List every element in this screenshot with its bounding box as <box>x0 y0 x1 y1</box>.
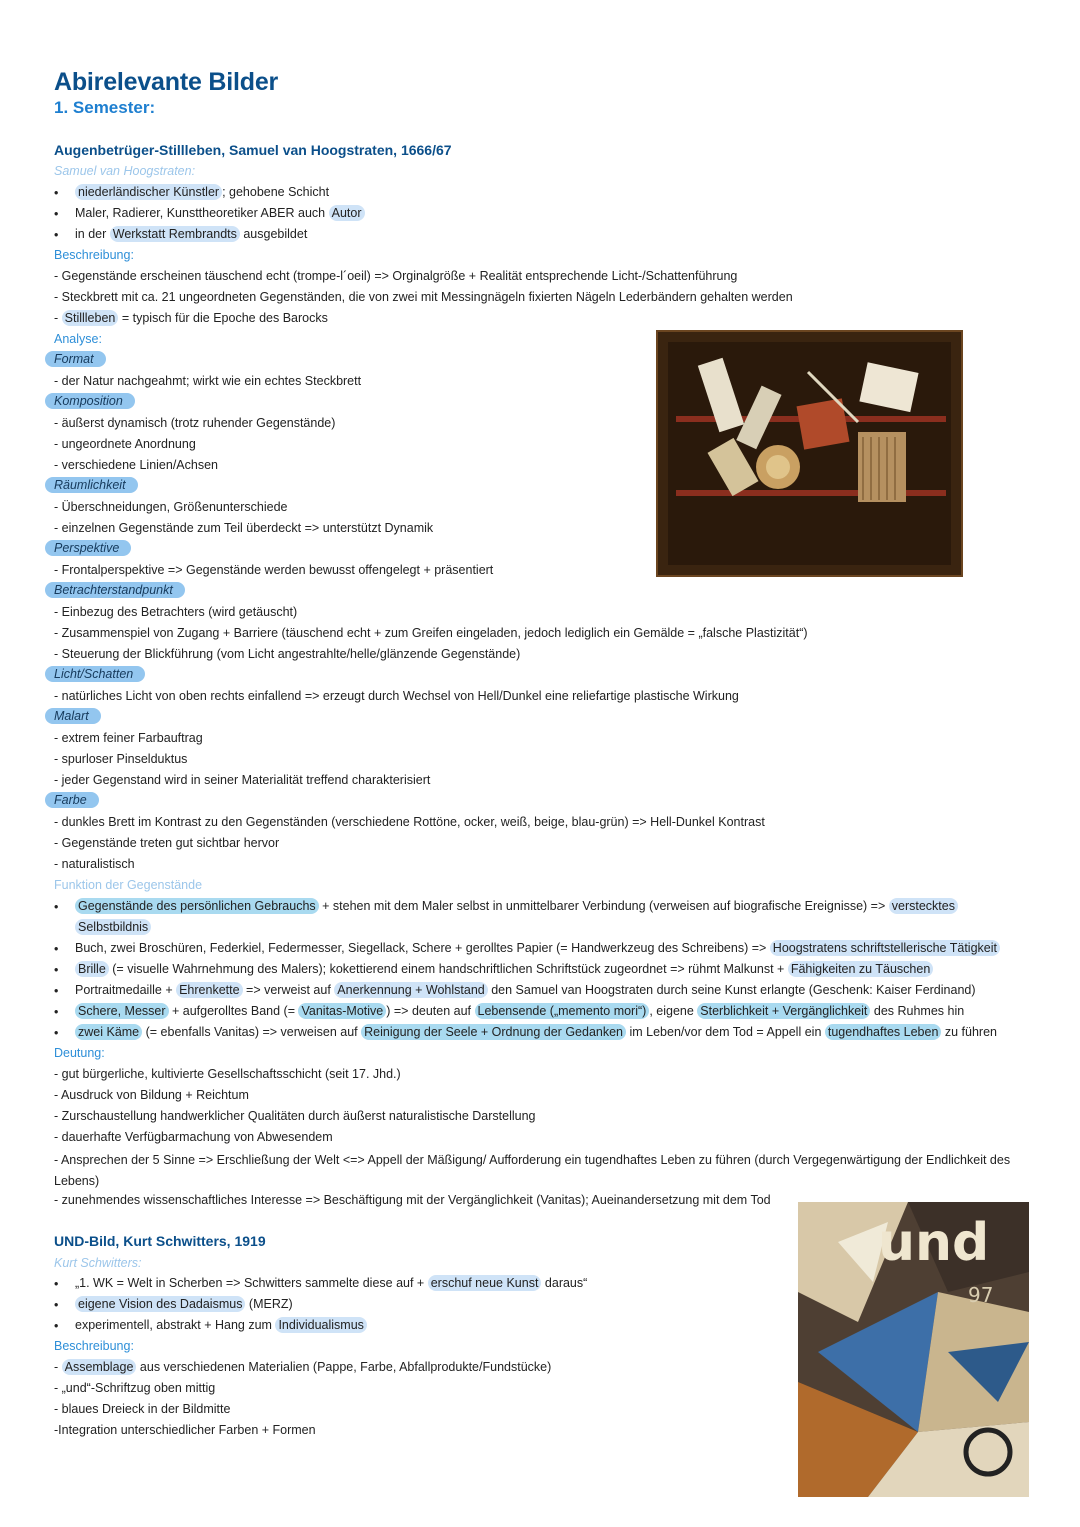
painting-illustration <box>658 332 961 575</box>
section-heading-schwitters: UND-Bild, Kurt Schwitters, 1919 <box>54 1233 266 1249</box>
painting-number: 97 <box>968 1283 994 1307</box>
analysis-line: - Gegenstände treten gut sichtbar hervor <box>54 836 280 850</box>
section-heading-hoogstraten: Augenbetrüger-Stillleben, Samuel van Hoogstraten, 1666/67 <box>54 142 452 158</box>
tag-licht-schatten: Licht/Schatten <box>45 666 145 682</box>
analysis-line: - einzelnen Gegenstände zum Teil überdeckt => unterstützt Dynamik <box>54 521 434 535</box>
artist-bullet: • eigene Vision des Dadaismus (MERZ) <box>54 1296 293 1312</box>
artist-bullet: • in der Werkstatt Rembrandts ausgebildet <box>54 226 307 242</box>
painting-und-text: und <box>878 1213 990 1273</box>
funktion-bullet: • zwei Käme (= ebenfalls Vanitas) => verweisen auf Reinigung der Seele + Ordnung der Gedanken im Leben/vor dem Tod = Appell ein tugendhaftes Leben zu führen <box>54 1024 997 1040</box>
deutung-line: - dauerhafte Verfügbarmachung von Abwesendem <box>54 1130 333 1144</box>
funktion-bullet: • Brille (= visuelle Wahrnehmung des Malers); kokettierend einem handschriftlichen Schriftstück zugeordnet => rühmt Malkunst + Fähigkeiten zu Täuschen <box>54 961 933 977</box>
analysis-line: - spurloser Pinselduktus <box>54 752 188 766</box>
tag-perspektive: Perspektive <box>45 540 131 556</box>
analysis-line: - der Natur nachgeahmt; wirkt wie ein echtes Steckbrett <box>54 374 362 388</box>
analysis-line: - äußerst dynamisch (trotz ruhender Gegenstände) <box>54 416 336 430</box>
beschreibung-label: Beschreibung: <box>54 248 134 262</box>
funktion-bullet: • Schere, Messer + aufgerolltes Band (= Vanitas-Motive ) => deuten auf Lebensende („memento mori“) , eigene Sterblichkeit + Vergänglichkeit des Ruhmes hin <box>54 1003 964 1019</box>
artist-label: Samuel van Hoogstraten: <box>54 164 196 178</box>
deutung-line: - Ausdruck von Bildung + Reichtum <box>54 1088 249 1102</box>
tag-komposition: Komposition <box>45 393 135 409</box>
beschreibung-line: - Gegenstände erscheinen täuschend echt (trompe-l´oeil) => Orginalgröße + Realität entsprechende Licht-/Schattenführung <box>54 269 738 283</box>
funktion-bullet: • Portraitmedaille + Ehrenkette => verweist auf Anerkennung + Wohlstand den Samuel van Hoogstraten durch seine Kunst erlangte (Geschenk: Kaiser Ferdinand) <box>54 982 976 998</box>
funktion-bullet: • Buch, zwei Broschüren, Federkiel, Federmesser, Siegellack, Schere + gerolltes Papier (= Handwerkzeug des Schreibens) => Hoogstratens schriftstellerische Tätigkeit <box>54 940 1000 956</box>
analysis-line: - Zusammenspiel von Zugang + Barriere (täuschend echt + zum Greifen eingeladen, jedoch lediglich ein Gemälde = „falsche Plastizität“) <box>54 626 808 640</box>
analysis-line: - Einbezug des Betrachters (wird getäuscht) <box>54 605 298 619</box>
analysis-line: - jeder Gegenstand wird in seiner Materialität treffend charakterisiert <box>54 773 431 787</box>
artist-label: Kurt Schwitters: <box>54 1256 142 1270</box>
analysis-line: - verschiedene Linien/Achsen <box>54 458 218 472</box>
artist-bullet: • „1. WK = Welt in Scherben => Schwitters sammelte diese auf + erschuf neue Kunst daraus“ <box>54 1275 587 1291</box>
deutung-label: Deutung: <box>54 1046 105 1060</box>
tag-farbe: Farbe <box>45 792 99 808</box>
tag-raeumlichkeit: Räumlichkeit <box>45 477 138 493</box>
deutung-line: - Ansprechen der 5 Sinne => Erschließung der Welt <=> Appell der Mäßigung/ Aufforderung ein tugendhaftes Leben zu führen (durch Vergegenwärtigung der Endlichkeit des Lebens) <box>54 1153 1011 1188</box>
beschreibung-line: -Integration unterschiedlicher Farben + Formen <box>54 1423 316 1437</box>
artist-bullet: • experimentell, abstrakt + Hang zum Individualismus <box>54 1317 367 1333</box>
analysis-line: - naturalistisch <box>54 857 135 871</box>
analysis-line: - Frontalperspektive => Gegenstände werden bewusst offengelegt + präsentiert <box>54 563 494 577</box>
tag-malart: Malart <box>45 708 101 724</box>
semester-subtitle: 1. Semester: <box>54 98 156 117</box>
analysis-line: - dunkles Brett im Kontrast zu den Gegenständen (verschiedene Rottöne, ocker, weiß, beige, blau-grün) => Hell-Dunkel Kontrast <box>54 815 765 829</box>
deutung-line: - gut bürgerliche, kultivierte Gesellschaftsschicht (seit 17. Jhd.) <box>54 1067 401 1081</box>
beschreibung-line: - Stillleben = typisch für die Epoche des Barocks <box>54 311 328 325</box>
artist-bullet: • Maler, Radierer, Kunsttheoretiker ABER auch Autor <box>54 205 365 221</box>
deutung-line: - Zurschaustellung handwerklicher Qualitäten durch äußerst naturalistische Darstellung <box>54 1109 536 1123</box>
schwitters-painting <box>798 1202 1029 1497</box>
tag-format: Format <box>45 351 106 367</box>
hoogstraten-painting <box>656 330 963 577</box>
analysis-line: - natürliches Licht von oben rechts einfallend => erzeugt durch Wechsel von Hell/Dunkel eine reliefartige plastische Wirkung <box>54 689 739 703</box>
tag-betrachterstandpunkt: Betrachterstandpunkt <box>45 582 185 598</box>
analysis-line: - Überschneidungen, Größenunterschiede <box>54 500 288 514</box>
analyse-label: Analyse: <box>54 332 102 346</box>
beschreibung-label: Beschreibung: <box>54 1339 134 1353</box>
funktion-continuation: Selbstbildnis <box>75 919 151 935</box>
analysis-line: - ungeordnete Anordnung <box>54 437 196 451</box>
page-title: Abirelevante Bilder <box>54 68 279 96</box>
beschreibung-line: - blaues Dreieck in der Bildmitte <box>54 1402 231 1416</box>
funktion-bullet: • Gegenstände des persönlichen Gebrauchs + stehen mit dem Maler selbst in unmittelbarer Verbindung (verweisen auf biografische Ereignisse) => verstecktes <box>54 898 958 914</box>
analysis-line: - extrem feiner Farbauftrag <box>54 731 203 745</box>
beschreibung-line: - Assemblage aus verschiedenen Materialien (Pappe, Farbe, Abfallprodukte/Fundstücke) <box>54 1360 552 1374</box>
funktion-label: Funktion der Gegenstände <box>54 878 203 892</box>
analysis-line: - Steuerung der Blickführung (vom Licht angestrahlte/helle/glänzende Gegenstände) <box>54 647 521 661</box>
beschreibung-line: - Steckbrett mit ca. 21 ungeordneten Gegenständen, die von zwei mit Messingnägeln fixierten Nägeln Lederbändern gehalten werden <box>54 290 793 304</box>
beschreibung-line: - „und“-Schriftzug oben mittig <box>54 1381 216 1395</box>
painting-illustration <box>798 1202 1029 1497</box>
artist-bullet: • niederländischer Künstler ; gehobene Schicht <box>54 184 329 200</box>
deutung-line: - zunehmendes wissenschaftliches Interesse => Beschäftigung mit der Vergänglichkeit (Vanitas); Aueinandersetzung mit dem Tod <box>54 1193 771 1207</box>
